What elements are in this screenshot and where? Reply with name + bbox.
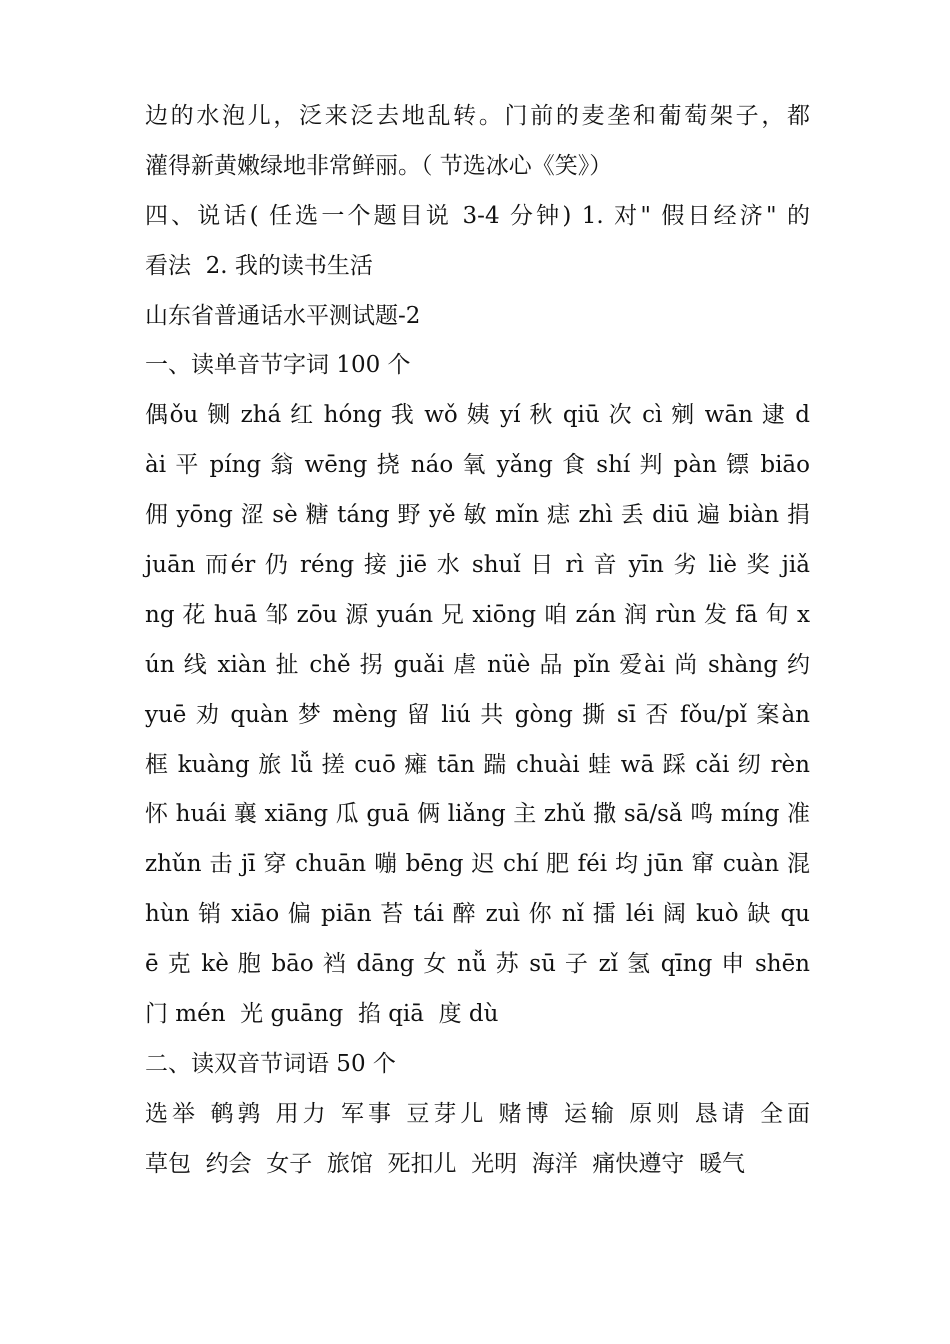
text-line: 偶ǒu 铡 zhá 红 hóng 我 wǒ 姨 yí 秋 qiū 次 cì 剜 wān 逮 d: [145, 402, 810, 429]
document-body: [145, 92, 810, 1190]
text-line: ún 线 xiàn 扯 chě 拐 guǎi 虐 nüè 品 pǐn 爱ài 尚 shàng 约: [145, 651, 810, 678]
section-heading: 一、读单音节字词 100 个: [145, 352, 411, 379]
text-line: 灌得新黄嫩绿地非常鲜丽。（ 节选冰心《笑》）: [145, 152, 613, 179]
text-line: 四、说话( 任选一个题目说 3-4 分钟) 1. 对" 假日经济" 的: [145, 202, 810, 229]
text-line: 门 mén 光 guāng 掐 qiā 度 dù: [145, 1001, 499, 1028]
text-line: ng 花 huā 邹 zōu 源 yuán 兄 xiōng 咱 zán 润 rùn 发 fā 旬 x: [145, 601, 810, 628]
text-line: 看法 2. 我的读书生活: [145, 252, 373, 279]
text-line: 佣 yōng 涩 sè 糖 táng 野 yě 敏 mǐn 痣 zhì 丢 diū 遍 biàn 捐: [145, 502, 810, 529]
text-line: 边的水泡儿，泛来泛去地乱转。门前的麦垄和葡萄架子，都: [145, 103, 810, 129]
text-line: 草包 约会 女子 旅馆 死扣儿 光明 海洋 痛快遵守 暖气: [145, 1150, 745, 1177]
text-line: ē 克 kè 胞 bāo 裆 dāng 女 nǚ 苏 sū 子 zǐ 氢 qīng 申 shēn: [145, 951, 810, 978]
text-line: yuē 劝 quàn 梦 mèng 留 liú 共 gòng 撕 sī 否 fǒu/pǐ 案àn: [145, 701, 811, 728]
text-line: juān 而ér 仍 réng 接 jiē 水 shuǐ 日 rì 音 yīn 劣 liè 奖 jiǎ: [145, 552, 810, 579]
section-heading: 二、读双音节词语 50 个: [145, 1050, 396, 1077]
text-line: hùn 销 xiāo 偏 piān 苔 tái 醉 zuì 你 nǐ 擂 léi 阔 kuò 缺 qu: [145, 901, 810, 928]
text-line: 框 kuàng 旅 lǚ 搓 cuō 瘫 tān 踹 chuài 蛙 wā 踩 cǎi 纫 rèn: [145, 751, 810, 778]
text-line: 选举 鹌鹑 用力 军事 豆芽儿 赌博 运输 原则 恳请 全面: [145, 1100, 810, 1127]
text-line: zhǔn 击 jī 穿 chuān 嘣 bēng 迟 chí 肥 féi 均 jūn 窜 cuàn 混: [145, 851, 810, 878]
text-line: 怀 huái 襄 xiāng 瓜 guā 俩 liǎng 主 zhǔ 撒 sā/sǎ 鸣 míng 准: [145, 801, 810, 828]
section-title: 山东省普通话水平测试题-2: [145, 302, 421, 329]
text-line: ài 平 píng 翁 wēng 挠 náo 氧 yǎng 食 shí 判 pàn 镖 biāo: [145, 452, 810, 479]
